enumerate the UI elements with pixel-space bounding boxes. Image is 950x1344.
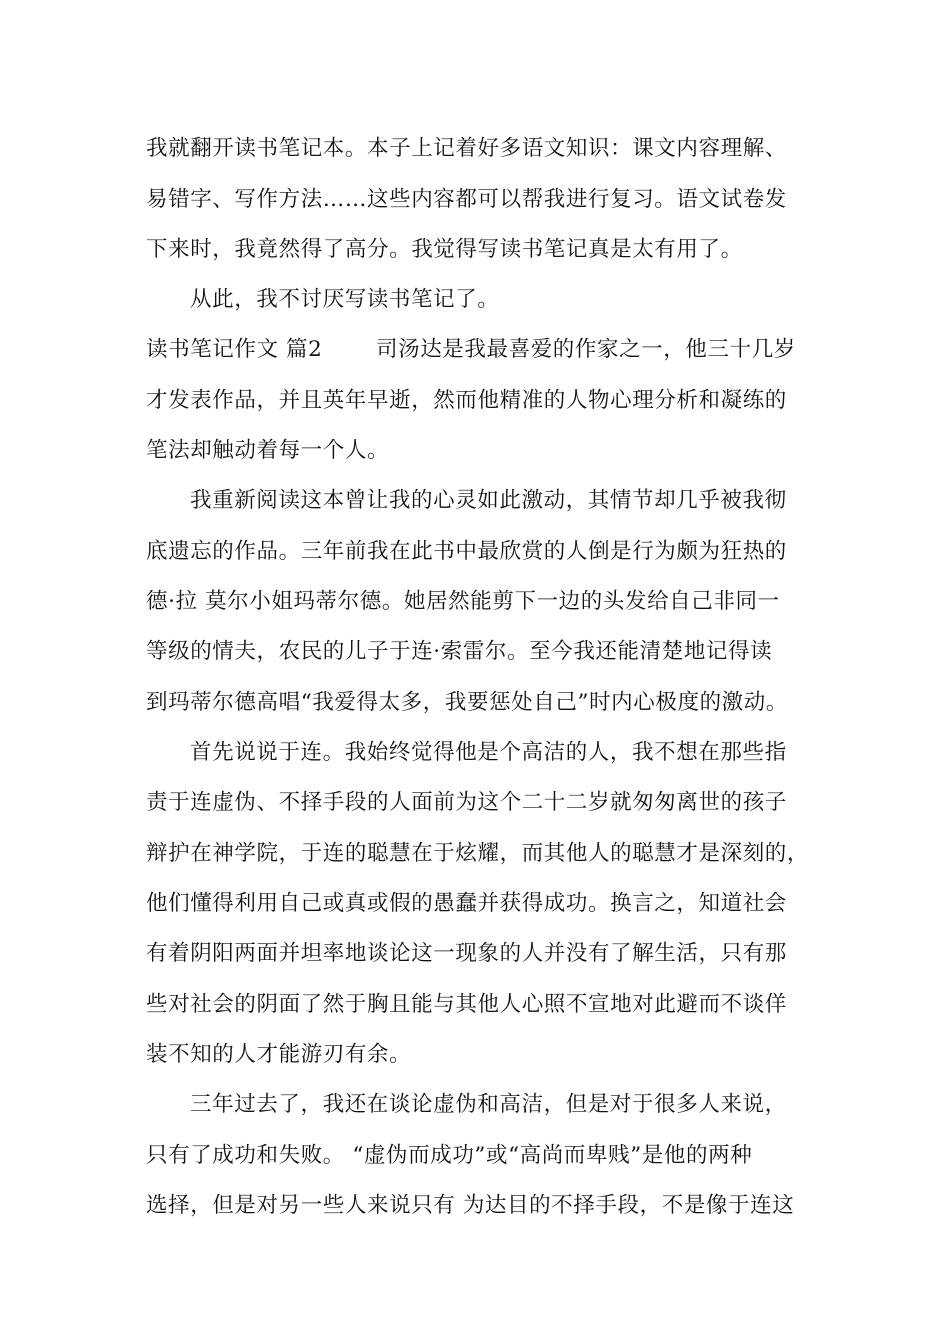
- text-line: 笔法却触动着每一个人。: [146, 438, 390, 463]
- paragraph-first-line: 三年过去了，我还在谈论虚伪和高洁，但是对于很多人来说，: [190, 1092, 787, 1117]
- text-line: 些对社会的阴面了然于胸且能与其他人心照不宣地对此避而不谈佯: [146, 992, 787, 1017]
- text-line: 德·拉 莫尔小姐玛蒂尔德。她居然能剪下一边的头发给自己非同一: [146, 589, 780, 614]
- paragraph-first-line: 我重新阅读这本曾让我的心灵如此激动，其情节却几乎被我彻: [190, 488, 787, 513]
- section-heading: 读书笔记作文 篇2: [146, 337, 323, 362]
- text-line: 下来时，我竟然得了高分。我觉得写读书笔记真是太有用了。: [146, 237, 743, 262]
- text-line: 辩护在神学院，于连的聪慧在于炫耀，而其他人的聪慧才是深刻的，: [146, 841, 810, 866]
- text-line: 选择，但是对另一些人来说只有 为达目的不择手段，不是像于连这: [146, 1193, 795, 1218]
- paragraph-first-line: 从此，我不讨厌写读书笔记了。: [190, 287, 500, 312]
- text-line: 有着阴阳两面并坦率地谈论这一现象的人并没有了解生活，只有那: [146, 941, 787, 966]
- text-line: 易错字、写作方法……这些内容都可以帮我进行复习。语文试卷发: [146, 187, 787, 212]
- text-line: 责于连虚伪、不择手段的人面前为这个二十二岁就匆匆离世的孩子: [146, 790, 787, 815]
- paragraph-first-line: 司汤达是我最喜爱的作家之一，他三十几岁: [376, 337, 796, 362]
- text-line: 只有了成功和失败。 “虚伪而成功”或“高尚而卑贱”是他的两种: [146, 1143, 753, 1168]
- text-line: 等级的情夫，农民的儿子于连·索雷尔。至今我还能清楚地记得读: [146, 639, 773, 664]
- text-line: 他们懂得利用自己或真或假的愚蠢并获得成功。换言之，知道社会: [146, 891, 787, 916]
- text-line: 装不知的人才能游刃有余。: [146, 1042, 412, 1067]
- text-line: 底遗忘的作品。三年前我在此书中最欣赏的人倒是行为颇为狂热的: [146, 539, 787, 564]
- text-line: 才发表作品，并且英年早逝，然而他精准的人物心理分析和凝练的: [146, 388, 787, 413]
- text-line: 我就翻开读书笔记本。本子上记着好多语文知识：课文内容理解、: [146, 136, 787, 161]
- text-line: 到玛蒂尔德高唱“我爱得太多，我要惩处自己”时内心极度的激动。: [146, 690, 788, 715]
- paragraph-first-line: 首先说说于连。我始终觉得他是个高洁的人，我不想在那些指: [190, 740, 787, 765]
